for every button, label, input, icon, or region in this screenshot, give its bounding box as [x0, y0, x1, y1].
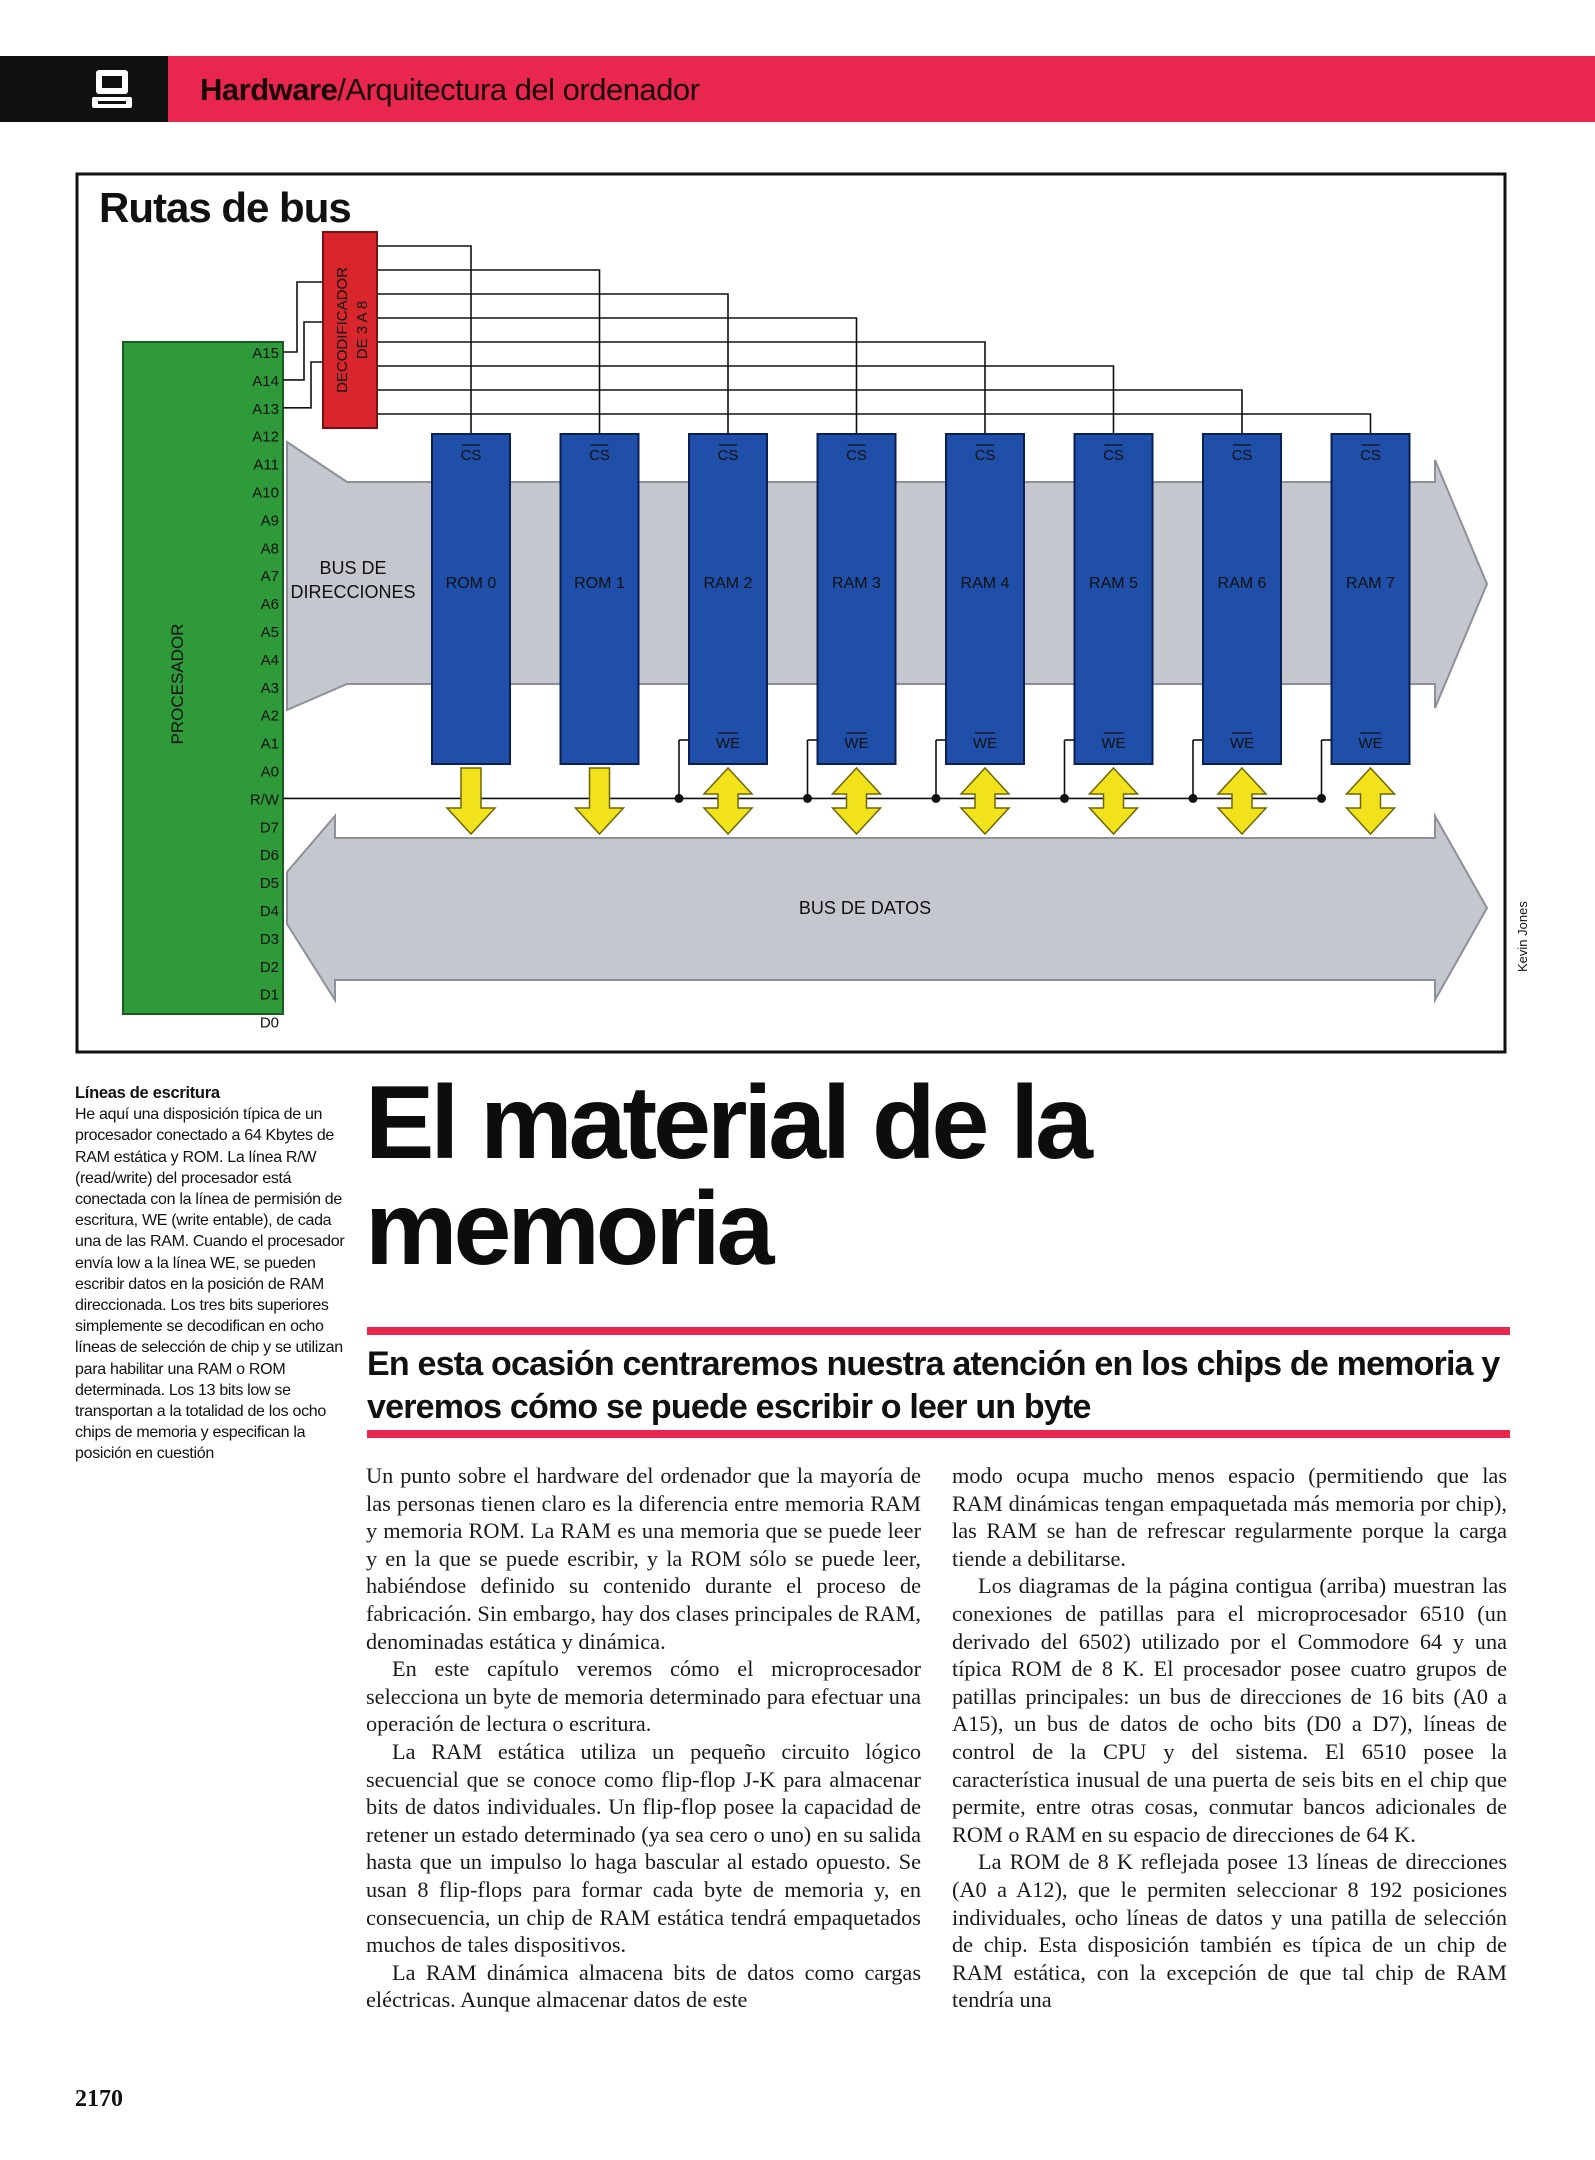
chip-select-label: CS — [1360, 447, 1381, 464]
bus-diagram-svg — [75, 172, 1530, 1054]
address-bus-label-1: BUS DE — [319, 558, 387, 578]
col1-paragraph-3: La RAM estática utiliza un pequeño circuito lógico secuencial que se conoce como flip-flop J-K para almacenar bits de datos individuales. Un flip-flop posee la capacidad de retener un estado determinado (ya sea cero o uno) en su salida hasta que un impulso lo haga bascular al estado opuesto. Se usan 8 flip-flops para formar cada byte de memoria y, en consecuencia, un chip de RAM estática tendrá empaquetados muchos de tales dispositivos. — [366, 1738, 921, 1958]
pin-label: D3 — [259, 930, 279, 948]
write-enable-label: WE — [1101, 735, 1126, 752]
chip-select-label: CS — [460, 447, 482, 464]
chip-select-label: CS — [974, 447, 996, 464]
pin-label: A12 — [252, 428, 279, 446]
section-header — [0, 56, 1595, 122]
figure-caption — [75, 1083, 345, 1465]
pin-label: A5 — [260, 624, 279, 641]
data-bus-label: BUS DE DATOS — [798, 898, 932, 918]
decoder-label-2: DE 3 A 8 — [354, 300, 371, 360]
chip-label: ROM 0 — [445, 575, 497, 592]
write-enable-label: WE — [1358, 735, 1383, 752]
chip-label: RAM 5 — [1089, 575, 1138, 592]
pin-label: D5 — [259, 875, 279, 893]
chip-select-label: CS — [1231, 447, 1253, 464]
article-column-1 — [366, 1462, 921, 2014]
pin-label: A9 — [260, 512, 279, 530]
pin-label: D1 — [259, 986, 279, 1004]
headline-line-2: memoria — [365, 1171, 771, 1287]
page-number: 2170 — [75, 2086, 123, 2112]
standfirst: En esta ocasión centraremos nuestra atención en los chips de memoria y veremos cómo se puede escribir o leer un byte — [367, 1345, 1500, 1426]
col2-paragraph-3: La ROM de 8 K reflejada posee 13 líneas de direcciones (A0 a A12), que le permiten seleccionar 8 192 posiciones individuales, ocho líneas de datos y una patilla de selección de chip. Esta disposición también es típica de un chip de RAM estática, con la excepción de que tal chip de RAM tendría una — [952, 1849, 1507, 2013]
header-black-block — [0, 56, 168, 122]
processor-label: PROCESADOR — [168, 623, 187, 745]
memory-chip — [1075, 434, 1153, 764]
address-bus-label-2: DIRECCIONES — [290, 582, 416, 602]
chip-label: ROM 1 — [574, 575, 625, 592]
chip-label: RAM 4 — [960, 575, 1010, 592]
chip-label: RAM 2 — [703, 575, 753, 592]
memory-chip — [689, 434, 767, 764]
pin-label: A13 — [252, 400, 279, 418]
col1-paragraph-2: En este capítulo veremos cómo el microprocesador selecciona un byte de memoria determinado para efectuar una operación de lectura o escritura. — [366, 1656, 921, 1737]
pin-label: A3 — [260, 679, 279, 697]
pin-label: D7 — [259, 819, 279, 837]
pin-label: A7 — [260, 568, 279, 586]
pin-label: D0 — [259, 1014, 279, 1032]
memory-chip — [818, 434, 896, 764]
pin-label: A0 — [260, 763, 279, 781]
chip-select-label: CS — [589, 447, 610, 464]
memory-chip — [561, 434, 639, 764]
pin-label: D6 — [259, 847, 279, 865]
section-title: Hardware/Arquitectura del ordenador — [200, 72, 700, 107]
pin-label: A14 — [252, 372, 279, 390]
memory-chip — [1203, 434, 1281, 764]
chip-label: RAM 7 — [1346, 575, 1395, 592]
pin-label: R/W — [249, 791, 279, 809]
write-enable-label: WE — [972, 735, 998, 752]
bus-diagram — [75, 172, 1530, 1054]
pin-label: A8 — [260, 540, 279, 558]
write-enable-label: WE — [1229, 735, 1255, 752]
pin-label: A11 — [253, 456, 279, 474]
pin-label: A6 — [260, 596, 279, 614]
chip-label: RAM 3 — [832, 575, 881, 592]
computer-icon — [92, 68, 132, 110]
caption-body: He aquí una disposición típica de un procesador conectado a 64 Kbytes de RAM estática y ROM. La línea R/W (read/write) del procesador está conectada con la línea de permisión de escritura, WE (write entable), de cada una de las RAM. Cuando el procesador envía low a la línea WE, se pueden escribir datos en la posición de RAM direccionada. Los tres bits superiores simplemente se decodifican en ocho líneas de selección de chip y se utilizan para habilitar una RAM o ROM determinada. Los 13 bits low se transportan a la totalidad de los ocho chips de memoria y especifican la posición en cuestión — [75, 1106, 345, 1463]
headline-line-1: El material de la — [365, 1065, 1089, 1181]
memory-chip — [1332, 434, 1410, 764]
col1-paragraph-1: Un punto sobre el hardware del ordenador que la mayoría de las personas tienen claro es la diferencia entre memoria RAM y memoria ROM. La RAM es una memoria que se puede leer y en la que se puede escribir, y la ROM sólo se puede leer, habiéndose definido su contenido durante el proceso de fabricación. Sin embargo, hay dos clases principales de RAM, denominadas estática y dinámica. — [366, 1463, 922, 1654]
col2-paragraph-1: modo ocupa mucho menos espacio (permitiendo que las RAM dinámicas tengan empaquetada más memoria por chip), las RAM se han de refrescar regularmente porque la carga tiende a debilitarse. — [952, 1463, 1507, 1571]
chip-label: RAM 6 — [1217, 575, 1267, 592]
pin-label: A4 — [260, 651, 279, 669]
chip-select-label: CS — [1103, 447, 1124, 464]
pin-label: A10 — [252, 484, 279, 502]
pin-label: A2 — [260, 707, 279, 725]
memory-chip — [432, 434, 510, 764]
diagram-title: Rutas de bus — [99, 184, 351, 231]
article-column-2 — [952, 1462, 1507, 2014]
caption-title: Líneas de escritura — [75, 1084, 220, 1102]
col1-paragraph-4: La RAM dinámica almacena bits de datos como cargas eléctricas. Aunque almacenar datos de este — [366, 1959, 921, 2013]
decoder-label-1: DECODIFICADOR — [334, 267, 351, 393]
memory-chip — [946, 434, 1024, 764]
write-enable-label: WE — [844, 735, 869, 752]
write-enable-label: WE — [715, 735, 741, 752]
chip-select-label: CS — [846, 447, 867, 464]
headline — [365, 1065, 1515, 1287]
diagram-credit: Kevin Jones — [1515, 901, 1530, 972]
pin-label: A1 — [260, 735, 279, 753]
col2-paragraph-2: Los diagramas de la página contigua (arriba) muestran las conexiones de patillas para el microprocesador 6510 (un derivado del 6502) utilizado por el Commodore 64 y una típica ROM de 8 K. El procesador posee cuatro grupos de patillas principales: un bus de direcciones de 16 bits (A0 a A15), un bus de datos de ocho bits (D0 a D7), líneas de control de la CPU y del sistema. El 6510 posee la característica inusual de una puerta de seis bits en el chip que permite, entre otras cosas, conmutar bancos adicionales de ROM o RAM en su espacio de direcciones de 64 K. — [952, 1573, 1507, 1847]
pin-label: D2 — [259, 958, 279, 976]
chip-select-label: CS — [717, 447, 739, 464]
pin-label: A15 — [252, 345, 279, 362]
standfirst-rule-bottom — [367, 1430, 1510, 1438]
standfirst-rule-top — [367, 1327, 1510, 1335]
pin-label: D4 — [259, 903, 279, 920]
